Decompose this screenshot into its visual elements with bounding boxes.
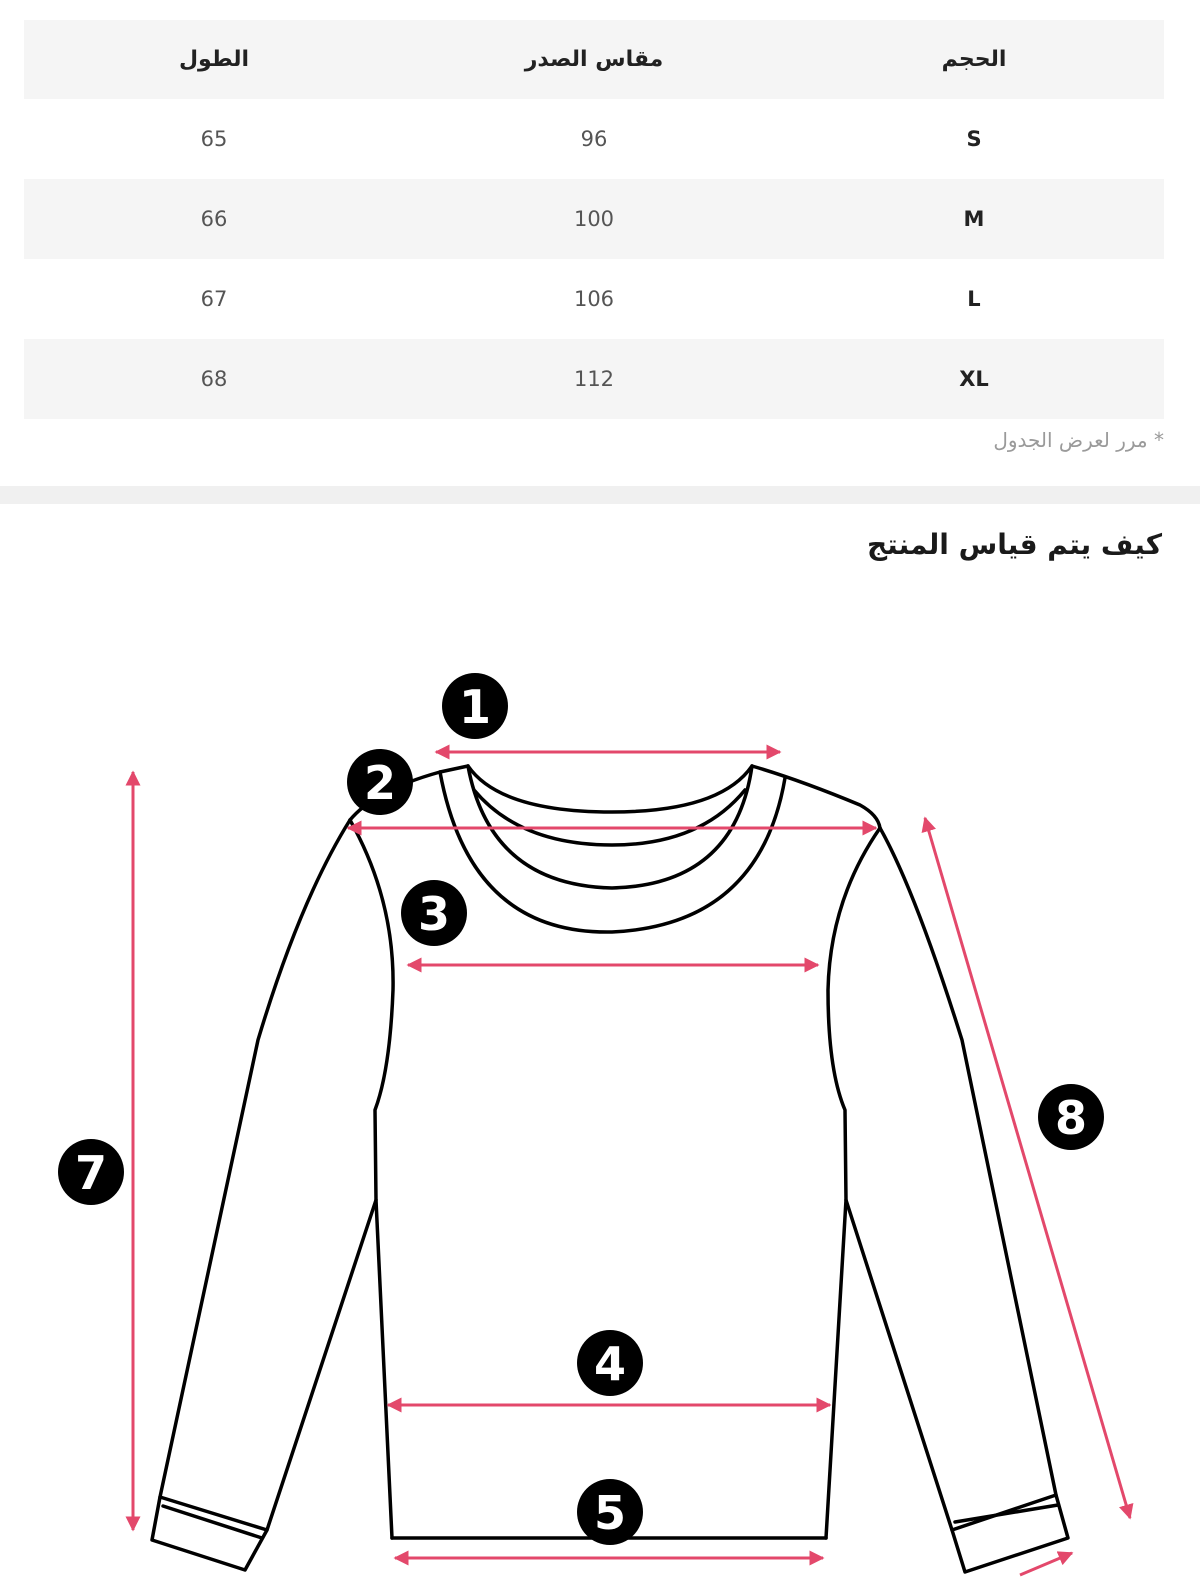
sweater-measurement-diagram [0,600,1200,1587]
marker-1: 1 [458,680,492,734]
size-cell: S [966,127,982,151]
length-cell: 68 [200,367,228,391]
arrow-8 [925,818,1130,1518]
section-title: كيف يتم قياس المنتج [866,528,1162,561]
length-cell: 67 [200,287,228,311]
length-cell: 66 [200,207,228,231]
marker-3: 3 [417,887,451,941]
marker-3-badge [401,880,467,946]
measure-arrows [133,752,1130,1575]
size-chart-table [24,20,1164,419]
table-row [24,179,1164,259]
marker-5: 5 [593,1486,627,1540]
marker-7-badge [58,1139,124,1205]
header-size: الحجم [941,47,1007,72]
section-divider [0,486,1200,504]
marker-8: 8 [1054,1091,1088,1145]
marker-8-badge [1038,1084,1104,1150]
marker-4: 4 [593,1337,627,1391]
table-row [24,259,1164,339]
header-length: الطول [178,47,250,72]
chest-cell: 106 [573,287,615,311]
table-header-row [24,20,1164,99]
size-cell: M [963,207,985,231]
marker-2: 2 [363,756,397,810]
marker-2-badge [347,749,413,815]
marker-4-badge [577,1330,643,1396]
length-cell: 65 [200,127,228,151]
arrow-cuff [1020,1553,1072,1575]
sweater-outline [152,766,1068,1572]
size-cell: L [967,287,981,311]
marker-5-badge [577,1479,643,1545]
header-chest: مقاس الصدر [524,47,664,72]
table-row [24,339,1164,419]
chest-cell: 100 [573,207,615,231]
chest-cell: 96 [580,127,608,151]
chest-cell: 112 [573,367,615,391]
marker-1-badge [442,673,508,739]
table-row [24,99,1164,179]
marker-7: 7 [74,1146,108,1200]
scroll-note: * مرر لعرض الجدول [993,428,1164,452]
size-cell: XL [959,367,989,391]
